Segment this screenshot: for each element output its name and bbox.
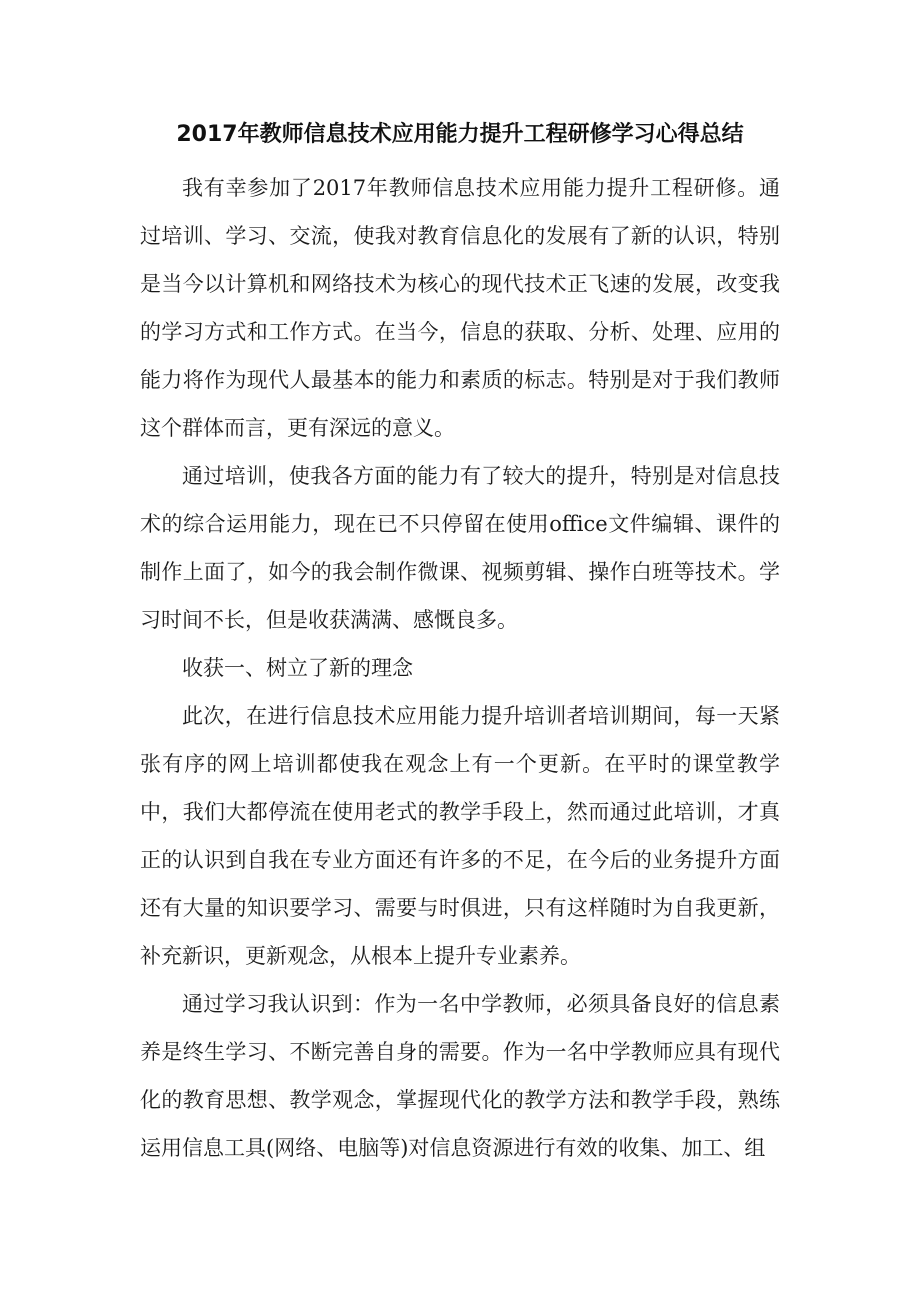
document-body [140, 164, 780, 1172]
section-heading-gain-one: 收获一、树立了新的理念 [182, 656, 413, 680]
paragraph-training: 通过培训，使我各方面的能力有了较大的提升，特别是对信息技术的综合运用能力，现在已不只停留在使用office文件编辑、课件的制作上面了，如今的我会制作微课、视频剪辑、操作白班等技术。学习时间不长，但是收获满满、感慨良多。 [140, 464, 780, 632]
paragraph-intro: 我有幸参加了2017年教师信息技术应用能力提升工程研修。通过培训、学习、交流，使我对教育信息化的发展有了新的认识，特别是当今以计算机和网络技术为核心的现代技术正飞速的发展，改变我的学习方式和工作方式。在当今，信息的获取、分析、处理、应用的能力将作为现代人最基本的能力和素质的标志。特别是对于我们教师这个群体而言，更有深远的意义。 [140, 176, 780, 440]
document-title: 2017年教师信息技术应用能力提升工程研修学习心得总结 [176, 122, 744, 147]
paragraph-awareness: 通过学习我认识到：作为一名中学教师，必须具备良好的信息素养是终生学习、不断完善自身的需要。作为一名中学教师应具有现代化的教育思想、教学观念，掌握现代化的教学方法和教学手段，熟练运用信息工具(网络、电脑等)对信息资源进行有效的收集、加工、组 [140, 992, 780, 1160]
paragraph-new-concept: 此次，在进行信息技术应用能力提升培训者培训期间，每一天紧张有序的网上培训都使我在观念上有一个更新。在平时的课堂教学中，我们大都停流在使用老式的教学手段上，然而通过此培训，才真正的认识到自我在专业方面还有许多的不足，在今后的业务提升方面还有大量的知识要学习、需要与时俱进，只有这样随时为自我更新，补充新识，更新观念，从根本上提升专业素养。 [140, 704, 780, 968]
